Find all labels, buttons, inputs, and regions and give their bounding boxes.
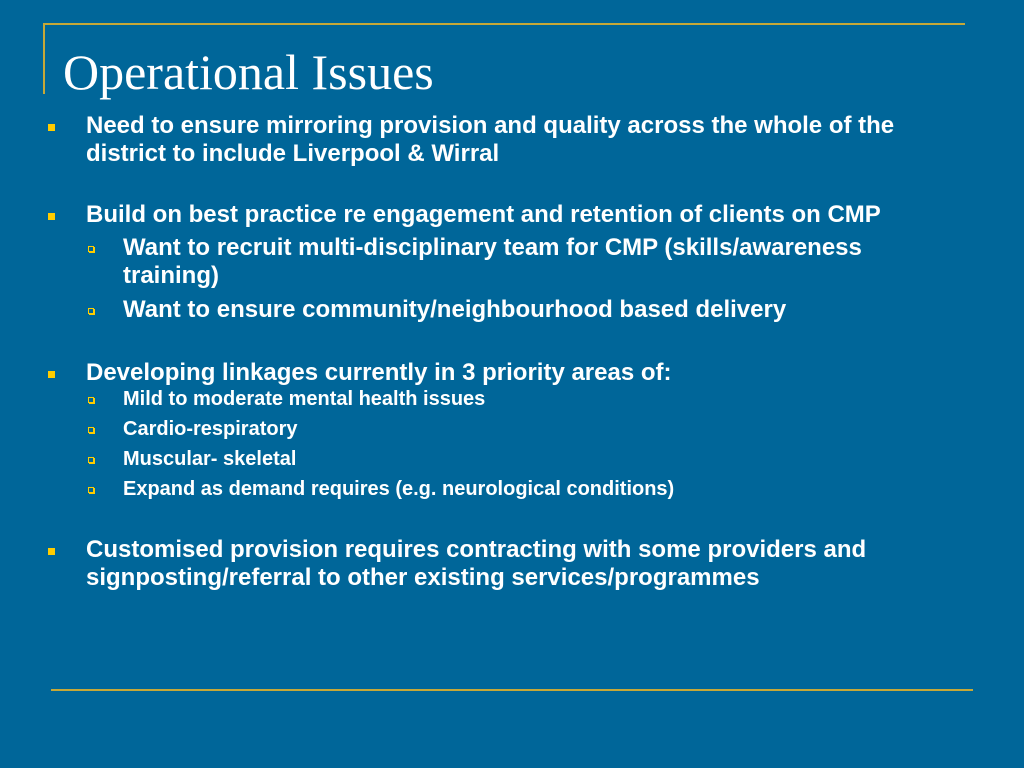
sub-bullet-text: Cardio-respiratory xyxy=(123,418,298,440)
sub-bullet-item xyxy=(86,387,937,411)
square-bullet-icon xyxy=(48,548,55,555)
bullet-item-best-practice xyxy=(47,201,937,324)
bullet-list xyxy=(47,112,937,625)
sub-bullet-item xyxy=(86,447,937,471)
sub-bullet-text: Muscular- skeletal xyxy=(123,448,297,470)
sub-bullet-text: Expand as demand requires (e.g. neurological conditions) xyxy=(123,478,675,500)
hollow-square-bullet-icon xyxy=(88,427,94,433)
hollow-square-bullet-icon xyxy=(88,308,94,314)
square-bullet-icon xyxy=(48,213,55,220)
square-bullet-icon xyxy=(48,371,55,378)
hollow-square-bullet-icon xyxy=(88,397,94,403)
left-frame-line xyxy=(43,23,45,94)
top-frame-line xyxy=(43,23,965,25)
bullet-text: Developing linkages currently in 3 priority areas of: xyxy=(86,359,672,386)
square-bullet-icon xyxy=(48,124,55,131)
bullet-text: Customised provision requires contracting with some providers and signposting/referral to other existing services/programmes xyxy=(86,536,867,591)
sub-bullet-item xyxy=(86,296,937,324)
sub-bullet-list xyxy=(86,234,937,324)
bullet-item-mirroring-provision xyxy=(47,112,937,168)
sub-bullet-text: Mild to moderate mental health issues xyxy=(123,388,486,410)
bullet-item-linkages xyxy=(47,359,937,501)
hollow-square-bullet-icon xyxy=(88,457,94,463)
bullet-item-customised-provision xyxy=(47,536,937,592)
bullet-text: Build on best practice re engagement and retention of clients on CMP xyxy=(86,201,881,228)
sub-bullet-text: Want to ensure community/neighbourhood based delivery xyxy=(123,296,787,323)
sub-bullet-item xyxy=(86,234,937,290)
sub-bullet-text: Want to recruit multi-disciplinary team for CMP (skills/awareness training) xyxy=(123,234,862,289)
hollow-square-bullet-icon xyxy=(88,246,94,252)
hollow-square-bullet-icon xyxy=(88,487,94,493)
sub-bullet-item xyxy=(86,477,937,501)
bottom-frame-line xyxy=(51,689,973,691)
bullet-text: Need to ensure mirroring provision and quality across the whole of the district to include Liverpool & Wirral xyxy=(86,112,895,167)
sub-bullet-list xyxy=(86,387,937,501)
slide-title: Operational Issues xyxy=(63,44,434,100)
sub-bullet-item xyxy=(86,417,937,441)
